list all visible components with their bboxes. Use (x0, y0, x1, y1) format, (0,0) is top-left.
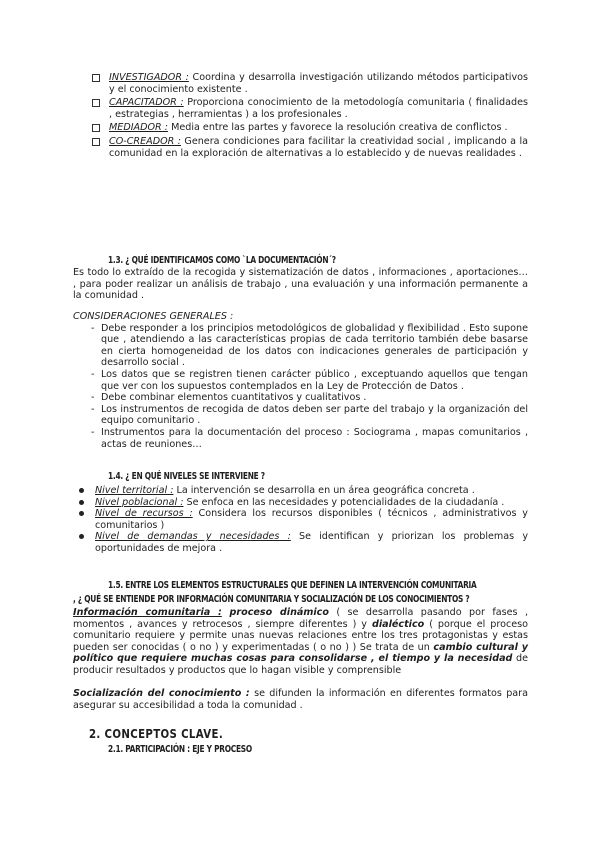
role-text: Genera condiciones para facilitar la creatividad social , implicando a la comunidad en la exploración de alternativas a lo establecido y de nuevas realidades . (109, 135, 528, 159)
role-item (92, 136, 528, 159)
level-text: Se identifican y priorizan los problemas y oportunidades de mejora . (95, 531, 528, 554)
list-item: - Debe combinar elementos cuantitativos y cualitativos . (73, 392, 528, 404)
role-item (92, 122, 528, 134)
list-item: - Los instrumentos de recogida de datos deben ser parte del trabajo y la organización del equipo comunitario . (73, 404, 528, 427)
checkbox-icon (92, 138, 100, 146)
level-label: Nivel de recursos : (95, 508, 193, 520)
section-1-4-heading: 1.4. ¿ EN QUÉ NIVELES SE INTERVIENE ? (108, 471, 265, 482)
paragraph-text: ( porque el proceso comunitario requiere y permite unas nuevas relaciones entre los tres protagonistas y estas pueden ser conocidas ( o no ) y experimentadas ( o no ) ) Se trata de un (73, 618, 528, 653)
term-label: Información comunitaria : (73, 607, 222, 618)
bullet-icon (79, 534, 84, 539)
list-item (73, 497, 528, 509)
bullet-icon (79, 500, 84, 505)
level-label: Nivel de demandas y necesidades : (95, 531, 291, 543)
list-item (73, 531, 528, 554)
level-label: Nivel poblacional : (95, 496, 184, 508)
level-text: Se enfoca en las necesidades y potencialidades de la ciudadanía . (183, 496, 505, 508)
list-item: - Los datos que se registren tienen carácter público , exceptuando aquellos que tengan que ver con los supuestos contemplados en la Ley de Protección de Datos . (73, 369, 528, 392)
socialization-paragraph (73, 688, 528, 711)
term-emphasis: proceso dinámico (221, 607, 329, 618)
roles-list (92, 72, 528, 161)
role-item (92, 72, 528, 95)
section-2-1-heading: 2.1. PARTICIPACIÓN : EJE Y PROCESO (108, 744, 252, 755)
checkbox-icon (92, 99, 100, 107)
level-text: Considera los recursos disponibles ( técnicos , administrativos y comunitarios ) (95, 508, 528, 531)
list-item: - Instrumentos para la documentación del proceso : Sociograma , mapas comunitarios , actas de reuniones… (73, 427, 528, 450)
section-1-3-heading: 1.3. ¿ QUÉ IDENTIFICAMOS COMO `LA DOCUMENTACIÓN´? (108, 255, 336, 266)
section-1-5-heading-cont: , ¿ QUÉ SE ENTIENDE POR INFORMACIÓN COMUNITARIA Y SOCIALIZACIÓN DE LOS CONOCIMIENTOS ? (73, 594, 470, 605)
bullet-icon (79, 511, 84, 516)
community-info-paragraph (73, 607, 528, 677)
paragraph-text: de producir resultados y productos que lo hagan visible y comprensible (73, 653, 528, 676)
paragraph-text: ( se desarrolla pasando por fases , momentos , avances y retrocesos , siempre diferentes ) y (73, 607, 529, 630)
role-text: Coordina y desarrolla investigación utilizando métodos participativos y el conocimiento existente . (109, 72, 529, 95)
list-item: - Debe responder a los principios metodológicos de globalidad y flexibilidad . Esto supone que , atendiendo a las características propias de cada territorio también debe basarse en cierta homogeneidad de los datos con indicaciones generales de participación y desarrollo social . (73, 323, 528, 369)
role-label: MEDIADOR : (109, 122, 169, 134)
considerations-title: CONSIDERACIONES GENERALES : (73, 311, 234, 322)
list-item (73, 485, 528, 497)
levels-list (73, 485, 528, 555)
term-label: Socialización del conocimiento : (73, 688, 250, 699)
role-text: Proporciona conocimiento de la metodología comunitaria ( finalidades , estrategias , herramientas ) a los profesionales . (109, 97, 529, 120)
role-label: INVESTIGADOR : (109, 72, 189, 83)
term-emphasis: cambio cultural y político que requiere muchas cosas para consolidarse , el tiempo y la necesidad (73, 641, 528, 665)
section-1-5-heading: 1.5. ENTRE LOS ELEMENTOS ESTRUCTURALES QUE DEFINEN LA INTERVENCIÓN COMUNITARIA (108, 580, 477, 591)
checkbox-icon (92, 74, 100, 82)
bullet-icon (79, 488, 84, 493)
section-1-3-intro: Es todo lo extraído de la recogida y sistematización de datos , informaciones , aportaciones… , para poder realizar un análisis de trabajo , una evaluación y una información permanente a la comunidad . (73, 267, 528, 302)
level-label: Nivel territorial : (95, 485, 174, 496)
role-label: CAPACITADOR : (109, 97, 184, 109)
paragraph-text: se difunden la información en diferentes formatos para asegurar su accesibilidad a toda la comunidad . (73, 688, 529, 711)
term-emphasis: dialéctico (371, 618, 425, 630)
role-item (92, 97, 528, 120)
role-text: Media entre las partes y favorece la resolución creativa de conflictos . (168, 122, 508, 134)
list-item (73, 508, 528, 531)
level-text: La intervención se desarrolla en un área geográfica concreta . (173, 485, 475, 496)
considerations-block (73, 311, 528, 450)
section-2-heading: 2. CONCEPTOS CLAVE. (89, 727, 224, 741)
checkbox-icon (92, 124, 100, 132)
role-label: CO-CREADOR : (109, 135, 181, 147)
